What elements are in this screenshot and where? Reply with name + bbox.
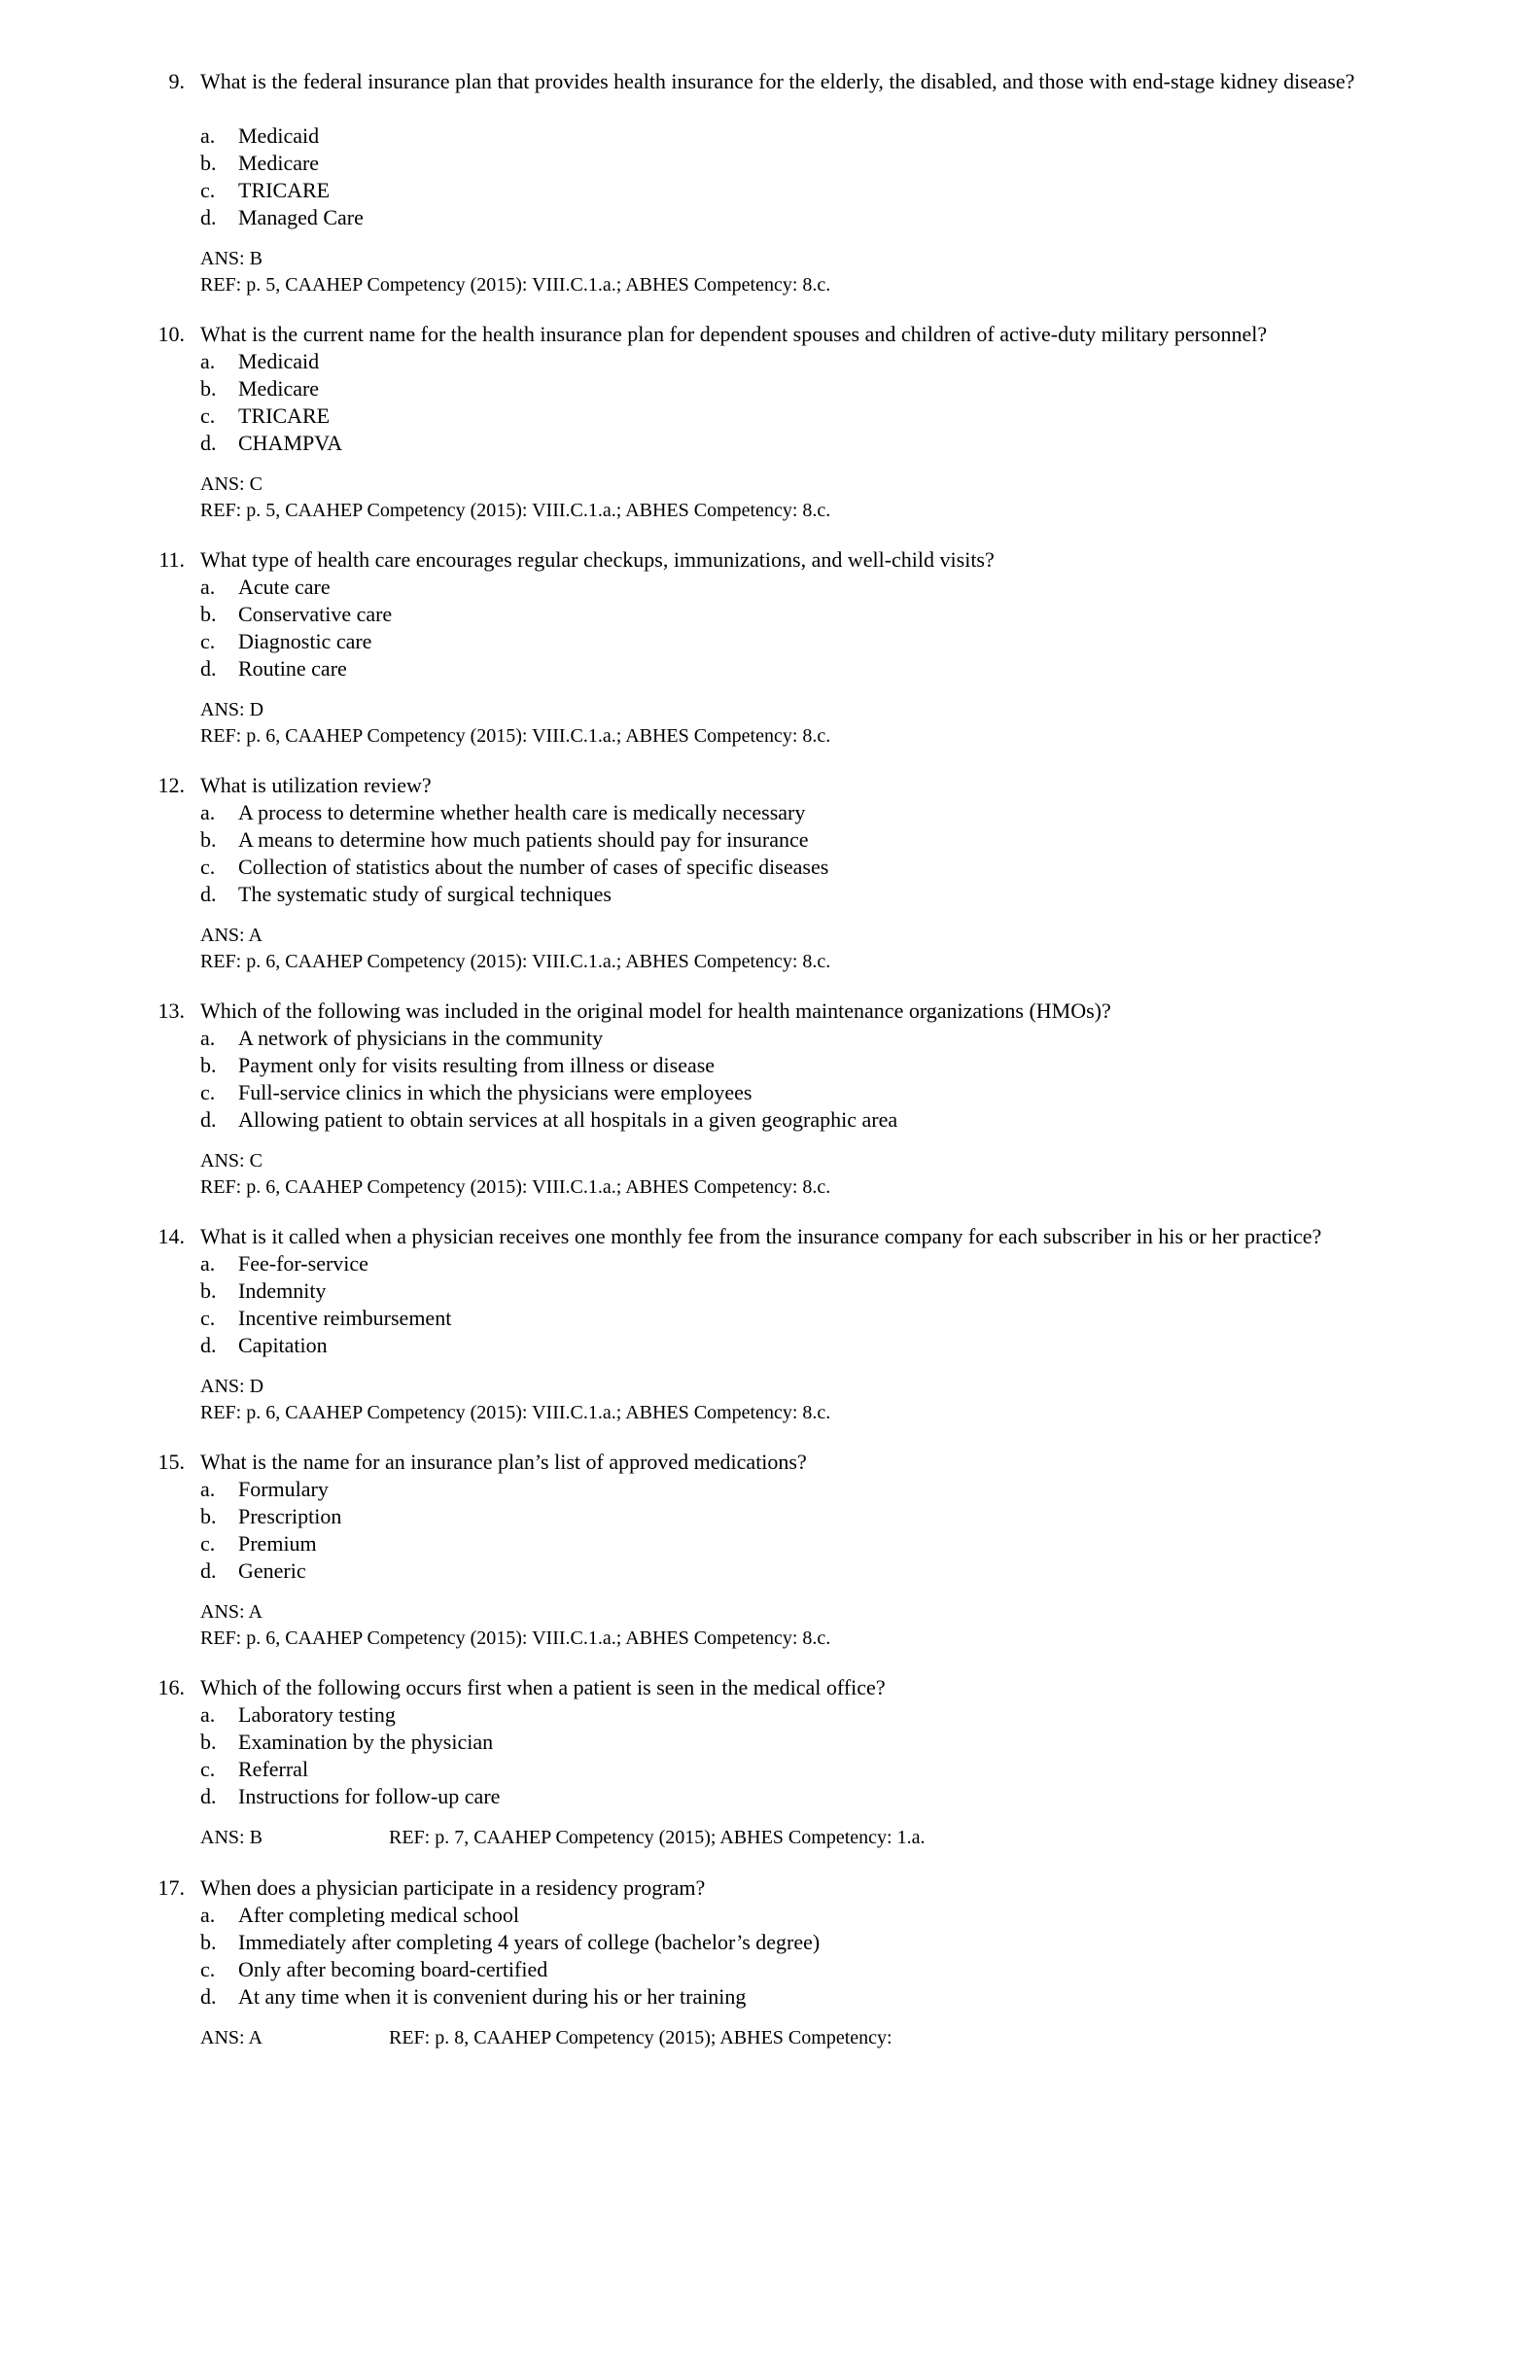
option-letter: a. (200, 800, 216, 824)
answer-block (0, 2024, 1540, 2050)
option-b (0, 1278, 1540, 1305)
option-b (0, 1729, 1540, 1756)
option-letter: b. (200, 827, 217, 852)
option-text: Only after becoming board-certified (238, 1957, 548, 1981)
option-list (0, 1902, 1540, 2011)
option-letter: a. (200, 1251, 216, 1276)
option-b (0, 1052, 1540, 1079)
option-text: Routine care (238, 656, 347, 681)
question-number: 14. (158, 1224, 185, 1248)
question-number: 11. (158, 547, 185, 572)
answer-block (0, 696, 1540, 749)
answer-block (0, 1598, 1540, 1651)
answer-block (0, 1824, 1540, 1850)
option-c (0, 1956, 1540, 1983)
answer-key: ANS: C (200, 1150, 262, 1172)
option-text: Allowing patient to obtain services at all hospitals in a given geographic area (238, 1107, 898, 1132)
question-9 (0, 68, 1540, 298)
option-c (0, 1079, 1540, 1106)
option-text: A means to determine how much patients should pay for insurance (238, 827, 809, 852)
option-letter: c. (200, 855, 216, 879)
option-text: After completing medical school (238, 1903, 519, 1927)
option-d (0, 1332, 1540, 1359)
reference: REF: p. 6, CAAHEP Competency (2015): VIII.C.1.a.; ABHES Competency: 8.c. (200, 1176, 831, 1198)
option-letter: c. (200, 629, 216, 653)
option-a (0, 122, 1540, 150)
question-number: 17. (158, 1875, 185, 1900)
option-c (0, 402, 1540, 430)
option-letter: b. (200, 1053, 217, 1077)
option-letter: b. (200, 1930, 217, 1954)
question-text: When does a physician participate in a residency program? (200, 1875, 706, 1900)
option-letter: a. (200, 1903, 216, 1927)
option-list (0, 348, 1540, 457)
option-text: TRICARE (238, 403, 331, 428)
question-14 (0, 1223, 1540, 1425)
option-letter: d. (200, 1984, 217, 2009)
option-a (0, 799, 1540, 826)
option-text: Full-service clinics in which the physicians were employees (238, 1080, 752, 1104)
option-d (0, 655, 1540, 682)
option-letter: c. (200, 403, 216, 428)
option-letter: a. (200, 575, 216, 599)
option-d (0, 1983, 1540, 2011)
option-text: Instructions for follow-up care (238, 1784, 501, 1808)
option-text: Referral (238, 1757, 309, 1781)
question-10 (0, 321, 1540, 523)
option-letter: b. (200, 376, 217, 401)
option-letter: d. (200, 1107, 217, 1132)
reference: REF: p. 6, CAAHEP Competency (2015): VIII.C.1.a.; ABHES Competency: 8.c. (200, 725, 831, 747)
answer-key: ANS: D (200, 1376, 264, 1397)
option-letter: c. (200, 1531, 216, 1556)
question-text: What type of health care encourages regular checkups, immunizations, and well-child visits? (200, 547, 995, 572)
answer-key: ANS: B (200, 248, 262, 269)
answer-block (0, 1373, 1540, 1425)
answer-block (0, 922, 1540, 974)
option-letter: a. (200, 1702, 216, 1727)
question-text: What is the current name for the health insurance plan for dependent spouses and children of active-duty military personnel? (200, 322, 1268, 346)
question-17 (0, 1874, 1540, 2050)
option-list (0, 799, 1540, 908)
option-letter: a. (200, 1026, 216, 1050)
option-list (0, 574, 1540, 682)
option-text: Acute care (238, 575, 331, 599)
option-text: Examination by the physician (238, 1730, 494, 1754)
option-letter: c. (200, 178, 216, 202)
question-text: What is utilization review? (200, 773, 432, 797)
question-11 (0, 546, 1540, 749)
option-text: Laboratory testing (238, 1702, 396, 1727)
option-text: CHAMPVA (238, 431, 343, 455)
answer-key: ANS: C (200, 473, 262, 495)
option-c (0, 1756, 1540, 1783)
question-text: What is the federal insurance plan that provides health insurance for the elderly, the disabled, and those with end-stage kidney disease? (200, 69, 1355, 93)
reference: REF: p. 6, CAAHEP Competency (2015): VIII.C.1.a.; ABHES Competency: 8.c. (200, 1628, 831, 1649)
option-letter: c. (200, 1306, 216, 1330)
question-number: 15. (158, 1450, 185, 1474)
reference: REF: p. 7, CAAHEP Competency (2015); ABHES Competency: 1.a. (389, 1827, 926, 1848)
option-letter: b. (200, 602, 217, 626)
option-a (0, 1902, 1540, 1929)
option-text: Generic (238, 1558, 306, 1583)
question-text: Which of the following occurs first when a patient is seen in the medical office? (200, 1675, 886, 1699)
option-d (0, 1783, 1540, 1810)
option-list (0, 1476, 1540, 1585)
option-list (0, 1701, 1540, 1810)
option-text: Payment only for visits resulting from illness or disease (238, 1053, 716, 1077)
option-text: Immediately after completing 4 years of college (bachelor’s degree) (238, 1930, 821, 1954)
option-letter: d. (200, 205, 217, 229)
option-text: Fee-for-service (238, 1251, 368, 1276)
answer-key: ANS: D (200, 699, 264, 720)
option-text: Premium (238, 1531, 317, 1556)
option-letter: d. (200, 1333, 217, 1357)
reference: REF: p. 6, CAAHEP Competency (2015): VIII.C.1.a.; ABHES Competency: 8.c. (200, 951, 831, 972)
option-letter: a. (200, 1477, 216, 1501)
option-letter: b. (200, 151, 217, 175)
option-letter: b. (200, 1504, 217, 1528)
answer-key: ANS: A (200, 1601, 262, 1623)
option-text: TRICARE (238, 178, 331, 202)
question-number: 9. (168, 69, 185, 93)
option-b (0, 375, 1540, 402)
option-d (0, 430, 1540, 457)
option-letter: d. (200, 656, 217, 681)
question-number: 13. (158, 998, 185, 1023)
option-text: Prescription (238, 1504, 342, 1528)
option-a (0, 574, 1540, 601)
option-text: Medicaid (238, 349, 320, 373)
option-text: Formulary (238, 1477, 329, 1501)
option-a (0, 1250, 1540, 1278)
question-16 (0, 1674, 1540, 1850)
question-text: What is the name for an insurance plan’s list of approved medications? (200, 1450, 807, 1474)
option-text: Medicare (238, 151, 320, 175)
option-text: Indemnity (238, 1278, 327, 1303)
option-list (0, 122, 1540, 231)
option-list (0, 1025, 1540, 1134)
option-letter: c. (200, 1757, 216, 1781)
option-c (0, 1530, 1540, 1558)
question-text: What is it called when a physician receives one monthly fee from the insurance company for each subscriber in his or her practice? (200, 1224, 1322, 1248)
option-text: Managed Care (238, 205, 364, 229)
option-text: Capitation (238, 1333, 328, 1357)
option-c (0, 1305, 1540, 1332)
answer-block (0, 471, 1540, 523)
option-a (0, 1025, 1540, 1052)
option-a (0, 1701, 1540, 1729)
option-letter: d. (200, 1784, 217, 1808)
option-text: Diagnostic care (238, 629, 372, 653)
question-13 (0, 998, 1540, 1200)
reference: REF: p. 5, CAAHEP Competency (2015): VIII.C.1.a.; ABHES Competency: 8.c. (200, 500, 831, 521)
option-d (0, 1558, 1540, 1585)
option-b (0, 601, 1540, 628)
answer-block (0, 1147, 1540, 1200)
option-text: Medicare (238, 376, 320, 401)
option-letter: d. (200, 1558, 217, 1583)
option-b (0, 826, 1540, 854)
option-d (0, 1106, 1540, 1134)
question-number: 10. (158, 322, 185, 346)
option-d (0, 881, 1540, 908)
option-letter: d. (200, 882, 217, 906)
answer-key: ANS: B (200, 1827, 262, 1848)
option-text: Medicaid (238, 123, 320, 148)
reference: REF: p. 8, CAAHEP Competency (2015); ABHES Competency: (389, 2027, 892, 2048)
option-letter: d. (200, 431, 217, 455)
option-text: At any time when it is convenient during his or her training (238, 1984, 747, 2009)
option-list (0, 1250, 1540, 1359)
option-c (0, 628, 1540, 655)
option-letter: b. (200, 1730, 217, 1754)
question-number: 16. (158, 1675, 185, 1699)
option-d (0, 204, 1540, 231)
answer-key: ANS: A (200, 2027, 262, 2048)
option-text: Conservative care (238, 602, 393, 626)
option-text: Incentive reimbursement (238, 1306, 452, 1330)
option-b (0, 1503, 1540, 1530)
option-c (0, 854, 1540, 881)
option-b (0, 1929, 1540, 1956)
option-letter: a. (200, 123, 216, 148)
option-letter: c. (200, 1957, 216, 1981)
option-text: A network of physicians in the community (238, 1026, 604, 1050)
option-text: The systematic study of surgical techniques (238, 882, 612, 906)
question-15 (0, 1449, 1540, 1651)
option-letter: b. (200, 1278, 217, 1303)
question-number: 12. (158, 773, 185, 797)
option-a (0, 348, 1540, 375)
question-text: Which of the following was included in the original model for health maintenance organizations (HMOs)? (200, 998, 1111, 1023)
option-text: A process to determine whether health care is medically necessary (238, 800, 806, 824)
reference: REF: p. 5, CAAHEP Competency (2015): VIII.C.1.a.; ABHES Competency: 8.c. (200, 274, 831, 296)
option-b (0, 150, 1540, 177)
option-letter: c. (200, 1080, 216, 1104)
question-12 (0, 772, 1540, 974)
reference: REF: p. 6, CAAHEP Competency (2015): VIII.C.1.a.; ABHES Competency: 8.c. (200, 1402, 831, 1423)
option-c (0, 177, 1540, 204)
option-text: Collection of statistics about the number of cases of specific diseases (238, 855, 829, 879)
answer-key: ANS: A (200, 925, 262, 946)
option-letter: a. (200, 349, 216, 373)
option-a (0, 1476, 1540, 1503)
answer-block (0, 245, 1540, 298)
